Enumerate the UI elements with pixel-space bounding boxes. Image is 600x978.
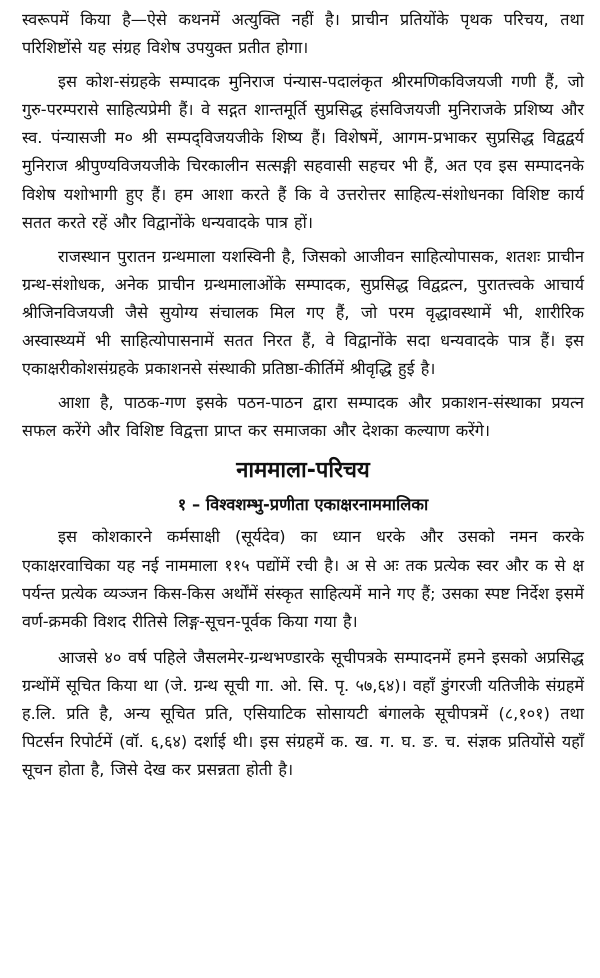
paragraph-kosha-description: इस कोशकारने कर्मसाक्षी (सूर्यदेव) का ध्यान धरके और उसको नमन करके एकाक्षरवाचिका यह नई नाममाला ११५ पद्योंमें रची है। अ से अः तक प्रत्येक स्वर और क से क्ष पर्यन्त प्रत्येक व्यञ्जन किस-किस अर्थोंमें संस्कृत साहित्यमें माने गए हैं; उसका स्पष्ट निर्देश इसमें वर्ण-क्रमकी विशद रीतिसे लिङ्ग-सूचन-पूर्वक किया गया है।: [22, 527, 584, 631]
paragraph-granthmala: राजस्थान पुरातन ग्रन्थमाला यशस्विनी है, जिसको आजीवन साहित्योपासक, शतशः प्राचीन ग्रन्थ-संशोधक, अनेक प्राचीन ग्रन्थमालाओंके सम्पादक, सुप्रसिद्ध विद्वद्रत्न, पुरातत्त्वके आचार्य श्रीजिनविजयजी जैसे सुयोग्य संचालक मिल गए हैं, जो परम वृद्धावस्थामें भी, शारीरिक अस्वास्थ्यमें भी साहित्योपासनामें सतत निरत हैं, वे विद्वानोंके सदा धन्यवादके पात्र हैं। इस एकाक्षरीकोशसंग्रहके प्रकाशनसे संस्थाकी प्रतिष्ठा-कीर्तिमें श्रीवृद्धि हुई है।: [22, 246, 584, 379]
sub-heading: १ – विश्वशम्भु-प्रणीता एकाक्षरनाममालिका: [177, 495, 429, 515]
paragraph-hope: आशा है, पाठक-गण इसके पठन-पाठन द्वारा सम्पादक और प्रकाशन-संस्थाका प्रयत्न सफल करेंगे और विशिष्ट विद्वत्ता प्राप्त कर समाजका और देशका कल्याण करेंगे।: [22, 393, 584, 441]
paragraph-continuation: स्वरूपमें किया है—ऐसे कथनमें अत्युक्ति नहीं है। प्राचीन प्रतियोंके पृथक परिचय, तथा परिशिष्टोंसे यह संग्रह विशेष उपयुक्त प्रतीत होगा।: [22, 10, 584, 58]
paragraph-manuscripts: आजसे ४० वर्ष पहिले जैसलमेर-ग्रन्थभण्डारके सूचीपत्रके सम्पादनमें हमने इसको अप्रसिद्ध ग्रन्थोंमें सूचित किया था (जे. ग्रन्थ सूची गा. ओ. सि. पृ. ५७,६४)। वहाँ डुंगरजी यतिजीके संग्रहमें ह.लि. प्रति है, अन्य सूचित प्रति, एसियाटिक सोसायटी बंगालके सूचीपत्रमें (८,१०१) तथा पिटर्सन रिपोर्टमें (वॉ. ६,६४) दर्शाई थी। इस संग्रहमें क. ख. ग. घ. ङ. च. संज्ञक प्रतियोंसे यहाँ सूचन होता है, जिसे देख कर प्रसन्नता होती है।: [22, 647, 584, 780]
section-heading: नाममाला-परिचय: [236, 458, 370, 484]
document-page: [22, 6, 584, 784]
paragraph-editor-intro: इस कोश-संग्रहके सम्पादक मुनिराज पंन्यास-पदालंकृत श्रीरमणिकविजयजी गणी हैं, जो गुरु-परम्परासे साहित्यप्रेमी हैं। वे सद्गत शान्तमूर्ति सुप्रसिद्ध हंसविजयजी मुनिराजके प्रशिष्य और स्व. पंन्यासजी म० श्री सम्पद्‌विजयजीके शिष्य हैं। विशेषमें, आगम-प्रभाकर सुप्रसिद्ध विद्वद्वर्य मुनिराज श्रीपुण्यविजयजीके चिरकालीन सत्सङ्गी सहवासी सहचर भी हैं, अत एव इस सम्पादनके विशेष यशोभागी हुए हैं। हम आशा करते हैं कि वे उत्तरोत्तर साहित्य-संशोधनका विशिष्ट कार्य सतत करते रहें और विद्वानोंके धन्यवादके पात्र हों।: [22, 72, 584, 232]
